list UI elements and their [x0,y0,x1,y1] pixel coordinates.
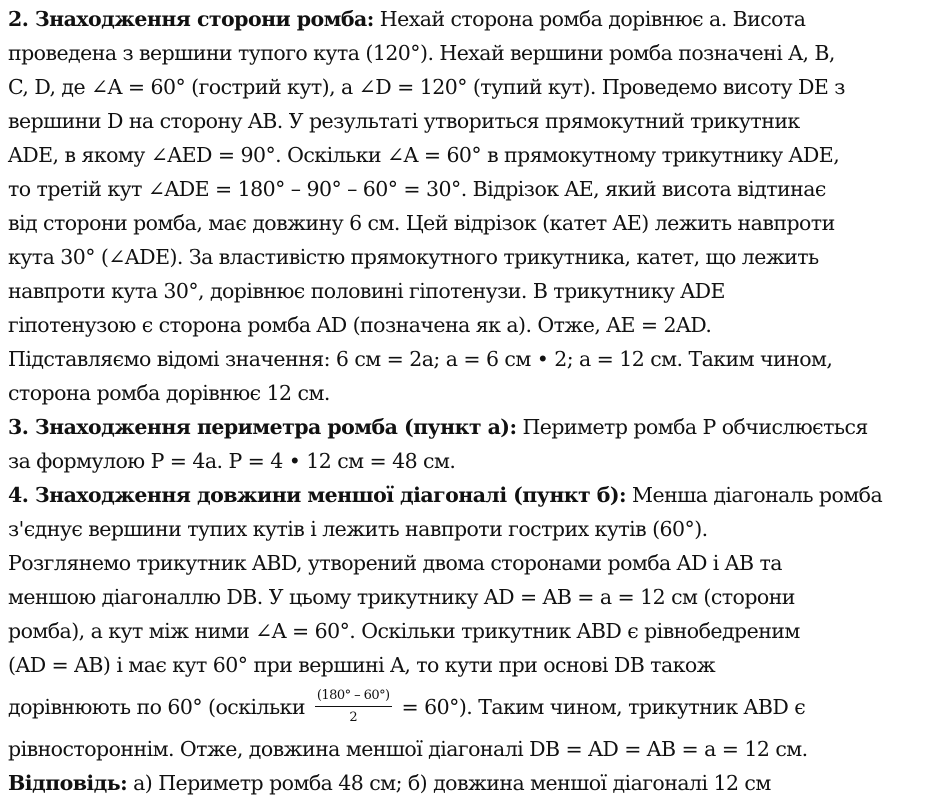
text-line: гіпотенузою є сторона ромба AD (позначена як a). Отже, AE = 2AD. [8,313,712,337]
text-line: Підставляємо відомі значення: 6 см = 2a; a = 6 см • 2; a = 12 см. Таким чином, [8,347,833,371]
text-line: ADE, в якому ∠AED = 90°. Оскільки ∠A = 60° в прямокутному трикутнику ADE, [8,143,840,167]
text-line: Нехай сторона ромба дорівнює a. Висота [373,7,806,31]
text-line: від сторони ромба, має довжину 6 см. Цей відрізок (катет AE) лежить навпроти [8,211,835,235]
text-line: ромба), а кут між ними ∠A = 60°. Оскільки трикутник ABD є рівнобедреним [8,619,800,643]
text-line: то третій кут ∠ADE = 180° – 90° – 60° = 30°. Відрізок AE, який висота відтинає [8,177,826,201]
answer-label: Відповідь: [8,771,128,795]
text-line: (AD = AB) і має кут 60° при вершині A, то кути при основі DB також [8,653,716,677]
section-4-heading: 4. Знаходження довжини меншої діагоналі (пункт б): [8,483,627,507]
text-line: сторона ромба дорівнює 12 см. [8,381,330,405]
text-line: проведена з вершини тупого кута (120°). Нехай вершини ромба позначені A, B, [8,41,835,65]
text-line: вершини D на сторону AB. У результаті утвориться прямокутний трикутник [8,109,800,133]
text-line: Менша діагональ ромба [626,483,883,507]
text-fragment: дорівнюють по 60° (оскільки [8,695,311,719]
fraction-line [8,682,917,732]
text-line: з'єднує вершини тупих кутів і лежить навпроти гострих кутів (60°). [8,517,708,541]
text-fragment: = 60°). Таким чином, трикутник ABD є [395,695,806,719]
answer-line [8,766,917,800]
text-line: меншою діагоналлю DB. У цьому трикутнику AD = AB = a = 12 см (сторони [8,585,795,609]
section-2-heading: 2. Знаходження сторони ромба: [8,7,374,31]
fraction-numerator: (180° – 60°) [315,688,392,707]
text-line: Розглянемо трикутник ABD, утворений двома сторонами ромба AD і AB та [8,551,782,575]
section-4-heading-line [8,478,917,512]
section-2-heading-line [8,2,917,36]
answer-text: а) Периметр ромба 48 см; б) довжина меншої діагоналі 12 см [127,771,771,795]
text-line: навпроти кута 30°, дорівнює половині гіпотенузи. В трикутнику ADE [8,279,725,303]
text-line: за формулою P = 4a. P = 4 • 12 см = 48 см. [8,449,456,473]
text-line: кута 30° (∠ADE). За властивістю прямокутного трикутника, катет, що лежить [8,245,819,269]
section-3-heading: 3. Знаходження периметра ромба (пункт а): [8,415,517,439]
text-line: Периметр ромба P обчислюється [516,415,868,439]
text-line: рівностороннім. Отже, довжина меншої діагоналі DB = AD = AB = a = 12 см. [8,737,808,761]
text-line: C, D, де ∠A = 60° (гострий кут), а ∠D = 120° (тупий кут). Проведемо висоту DE з [8,75,845,99]
section-3-heading-line [8,410,917,444]
fraction [315,688,392,726]
fraction-denominator: 2 [349,709,358,725]
